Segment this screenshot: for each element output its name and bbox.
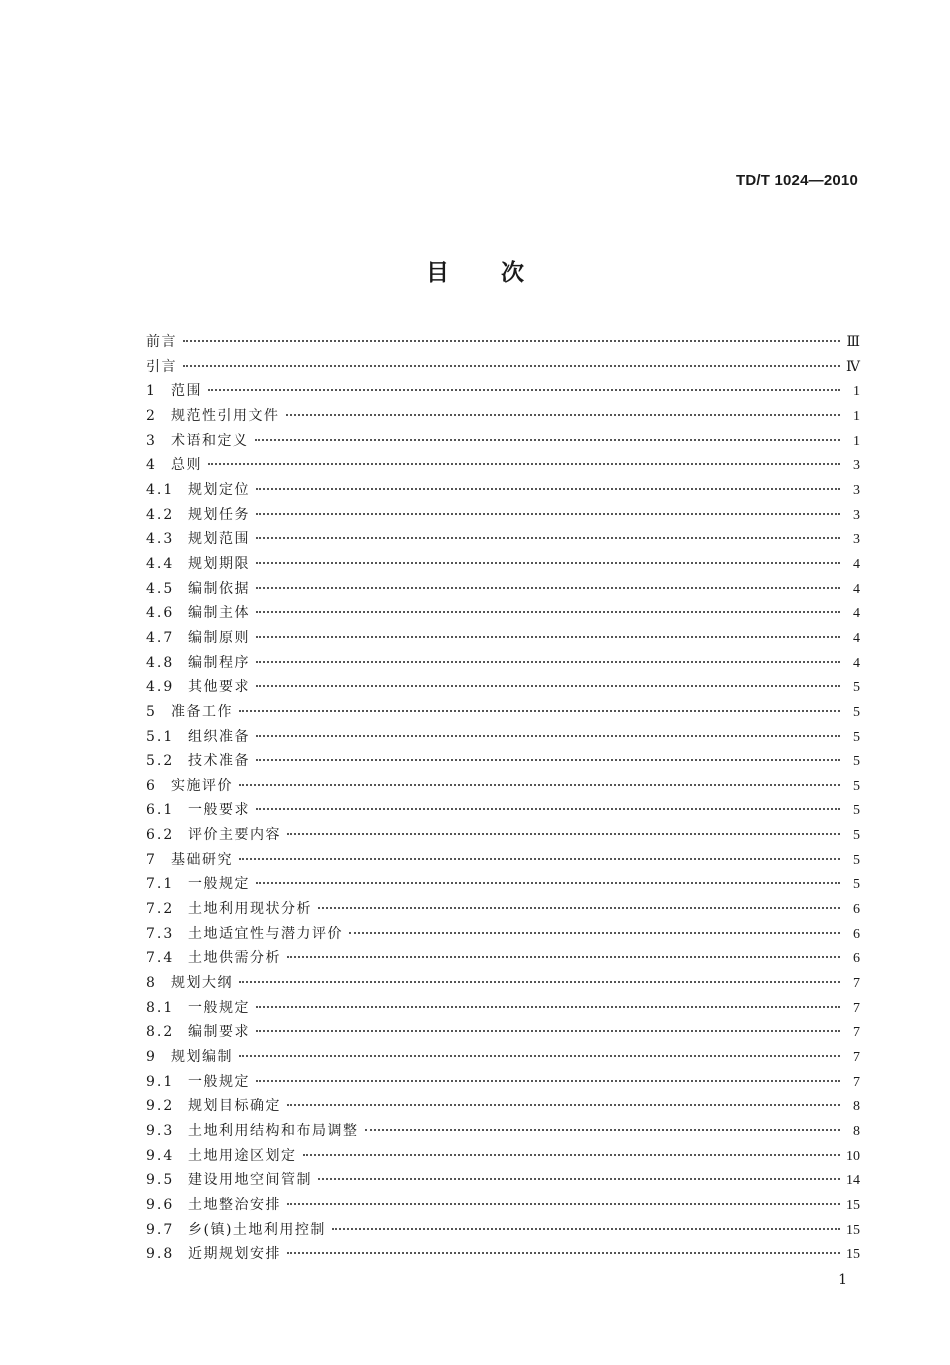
toc-entry-label: 编制主体 <box>188 605 250 622</box>
toc-entry-number: 9.1 <box>146 1073 175 1090</box>
toc-entry-page: 4 <box>853 556 860 572</box>
toc-entry-page: 5 <box>853 877 860 893</box>
toc-entry[interactable] <box>146 479 860 504</box>
toc-entry-label: 范围 <box>171 383 202 400</box>
toc-entry-page: 10 <box>846 1148 860 1164</box>
toc-entry-number: 9.2 <box>146 1098 175 1115</box>
toc-entry[interactable] <box>146 726 860 751</box>
toc-entry[interactable] <box>146 676 860 701</box>
toc-entry-page: 5 <box>853 828 860 844</box>
toc-entry[interactable] <box>146 1145 860 1170</box>
dot-leader <box>349 932 840 934</box>
toc-entry[interactable] <box>146 849 860 874</box>
toc-entry[interactable] <box>146 972 860 997</box>
toc-entry-label: 规划编制 <box>171 1049 233 1066</box>
toc-entry-number: 9.8 <box>146 1246 175 1263</box>
toc-entry-page: 4 <box>853 630 860 646</box>
toc-entry-label: 基础研究 <box>171 851 233 868</box>
toc-entry[interactable] <box>146 331 860 356</box>
toc-entry[interactable] <box>146 1169 860 1194</box>
dot-leader <box>287 956 840 958</box>
dot-leader <box>239 1055 840 1057</box>
dot-leader <box>256 735 840 737</box>
toc-entry-label: 实施评价 <box>171 777 233 794</box>
toc-entry-label: 土地利用结构和布局调整 <box>188 1123 359 1139</box>
toc-entry[interactable] <box>146 405 860 430</box>
toc-entry-label: 一般要求 <box>188 802 250 819</box>
toc-entry-number: 2 <box>146 407 157 424</box>
toc-entry-number: 7.2 <box>146 901 175 918</box>
toc-entry-number: 4.2 <box>146 506 175 523</box>
toc-entry-number: 4.5 <box>146 580 175 597</box>
toc-entry-number: 6.2 <box>146 827 175 844</box>
toc-entry-number: 9.6 <box>146 1196 175 1213</box>
toc-entry-page: 5 <box>853 729 860 745</box>
toc-entry[interactable] <box>146 578 860 603</box>
toc-entry-label: 规划目标确定 <box>188 1098 281 1115</box>
dot-leader <box>365 1129 841 1131</box>
toc-entry[interactable] <box>146 1194 860 1219</box>
toc-entry-number: 5 <box>146 703 157 720</box>
toc-entry-page: 6 <box>853 926 860 942</box>
toc-entry-label: 总则 <box>171 457 202 474</box>
toc-entry-label: 规划范围 <box>188 531 250 548</box>
toc-entry[interactable] <box>146 553 860 578</box>
toc-entry-label: 规划定位 <box>188 481 250 498</box>
toc-entry-label: 一般规定 <box>188 876 250 893</box>
dot-leader <box>303 1154 841 1156</box>
toc-entry-page: 14 <box>846 1173 860 1189</box>
toc-entry-page: 6 <box>853 902 860 918</box>
dot-leader <box>318 907 840 909</box>
toc-entry-label: 乡(镇)土地利用控制 <box>188 1221 326 1238</box>
toc-entry-label: 建设用地空间管制 <box>188 1172 312 1189</box>
toc-entry-label: 编制依据 <box>188 580 250 597</box>
toc-entry[interactable] <box>146 1071 860 1096</box>
toc-entry-page: 7 <box>853 1000 860 1016</box>
toc-entry-page: 15 <box>846 1222 860 1238</box>
toc-entry-label: 编制要求 <box>188 1024 250 1041</box>
dot-leader <box>287 833 840 835</box>
toc-entry-page: 7 <box>853 1050 860 1066</box>
toc-entry-number: 6 <box>146 777 157 794</box>
toc-entry-page: 7 <box>853 976 860 992</box>
dot-leader <box>239 710 840 712</box>
dot-leader <box>208 389 840 391</box>
toc-entry-label: 土地整治安排 <box>188 1196 281 1213</box>
toc-entry-label: 规划期限 <box>188 555 250 572</box>
toc-entry-label: 准备工作 <box>171 703 233 720</box>
toc-entry-page: Ⅳ <box>846 359 860 375</box>
toc-entry-page: 1 <box>853 433 860 449</box>
toc-entry[interactable] <box>146 380 860 405</box>
toc-entry-number: 6.1 <box>146 802 175 819</box>
toc-entry[interactable] <box>146 1021 860 1046</box>
toc-entry[interactable] <box>146 701 860 726</box>
toc-entry-page: 5 <box>853 852 860 868</box>
toc-entry-number: 9 <box>146 1049 157 1066</box>
toc-entry-page: 3 <box>853 458 860 474</box>
toc-entry-page: 3 <box>853 532 860 548</box>
toc-entry-page: Ⅲ <box>846 335 860 350</box>
toc-entry-label: 土地利用现状分析 <box>188 901 312 918</box>
dot-leader <box>287 1252 840 1254</box>
toc-entry-number: 9.7 <box>146 1221 175 1238</box>
toc-entry-number: 4.7 <box>146 629 175 646</box>
toc-entry-number: 4.1 <box>146 481 175 498</box>
dot-leader <box>208 463 840 465</box>
toc-entry-page: 5 <box>853 803 860 819</box>
toc-entry[interactable] <box>146 750 860 775</box>
toc-entry-number: 4.3 <box>146 531 175 548</box>
toc-entry-page: 7 <box>853 1074 860 1090</box>
toc-entry[interactable] <box>146 1120 860 1145</box>
toc-entry[interactable] <box>146 873 860 898</box>
toc-entry[interactable] <box>146 652 860 677</box>
toc-entry-page: 8 <box>853 1099 860 1115</box>
toc-entry[interactable] <box>146 1095 860 1120</box>
toc-entry[interactable] <box>146 997 860 1022</box>
toc-entry-label: 评价主要内容 <box>188 827 281 844</box>
toc-entry-number: 3 <box>146 432 157 449</box>
toc-entry-label: 土地用途区划定 <box>188 1147 297 1164</box>
toc-entry-number: 9.4 <box>146 1147 175 1164</box>
table-of-contents <box>146 331 860 1268</box>
dot-leader <box>318 1178 840 1180</box>
dot-leader <box>256 1006 840 1008</box>
toc-entry-label: 编制原则 <box>188 629 250 646</box>
dot-leader <box>239 784 840 786</box>
toc-entry-label: 规范性引用文件 <box>171 407 280 424</box>
toc-entry-number: 8.1 <box>146 999 175 1016</box>
dot-leader <box>256 808 840 810</box>
toc-entry-page: 5 <box>853 680 860 696</box>
dot-leader <box>255 439 841 441</box>
toc-entry[interactable] <box>146 356 860 381</box>
dot-leader <box>256 611 840 613</box>
toc-entry-label: 一般规定 <box>188 1073 250 1090</box>
standard-code: TD/T 1024—2010 <box>735 172 858 189</box>
dot-leader <box>332 1228 840 1230</box>
dot-leader <box>256 562 840 564</box>
toc-entry[interactable] <box>146 1219 860 1244</box>
dot-leader <box>287 1104 840 1106</box>
dot-leader <box>256 537 840 539</box>
toc-entry-number: 5.1 <box>146 728 175 745</box>
toc-entry-label: 技术准备 <box>188 753 250 770</box>
toc-entry-label: 土地适宜性与潜力评价 <box>188 925 343 942</box>
toc-entry-number: 4.9 <box>146 679 175 696</box>
toc-entry-number: 8.2 <box>146 1024 175 1041</box>
toc-entry[interactable] <box>146 528 860 553</box>
dot-leader <box>256 882 840 884</box>
toc-entry-number: 4 <box>146 457 157 474</box>
toc-entry[interactable] <box>146 504 860 529</box>
toc-entry-number: 4.6 <box>146 605 175 622</box>
toc-entry-label: 组织准备 <box>188 728 250 745</box>
toc-entry-number: 7.3 <box>146 925 175 942</box>
dot-leader <box>256 1030 840 1032</box>
toc-entry[interactable] <box>146 947 860 972</box>
toc-entry-number: 9.5 <box>146 1172 175 1189</box>
toc-entry-page: 6 <box>853 951 860 967</box>
dot-leader <box>256 759 840 761</box>
toc-entry-label: 引言 <box>146 358 177 375</box>
toc-title: 目次 <box>426 259 576 286</box>
toc-entry-label: 其他要求 <box>188 679 250 696</box>
toc-entry-page: 5 <box>853 754 860 770</box>
toc-entry-number: 7 <box>146 851 157 868</box>
dot-leader <box>239 981 840 983</box>
toc-entry-label: 术语和定义 <box>171 432 249 449</box>
toc-entry-page: 5 <box>853 778 860 794</box>
toc-entry-label: 编制程序 <box>188 654 250 671</box>
dot-leader <box>239 858 840 860</box>
toc-entry-label: 规划任务 <box>188 506 250 523</box>
dot-leader <box>256 685 840 687</box>
toc-entry-page: 5 <box>853 704 860 720</box>
toc-entry[interactable] <box>146 824 860 849</box>
dot-leader <box>256 513 840 515</box>
toc-entry[interactable] <box>146 799 860 824</box>
toc-entry-page: 15 <box>846 1197 860 1213</box>
toc-entry-number: 8 <box>146 975 157 992</box>
toc-entry[interactable] <box>146 627 860 652</box>
dot-leader <box>183 340 840 342</box>
toc-entry-number: 9.3 <box>146 1123 175 1139</box>
toc-entry[interactable] <box>146 430 860 455</box>
dot-leader <box>286 414 841 416</box>
toc-entry-label: 规划大纲 <box>171 975 233 992</box>
toc-entry-page: 3 <box>853 482 860 498</box>
toc-entry-number: 5.2 <box>146 753 175 770</box>
dot-leader <box>256 661 840 663</box>
toc-entry[interactable] <box>146 775 860 800</box>
page-number: 1 <box>838 1272 847 1288</box>
dot-leader <box>256 636 840 638</box>
toc-entry-page: 3 <box>853 507 860 523</box>
dot-leader <box>256 587 840 589</box>
toc-entry-page: 1 <box>853 408 860 424</box>
toc-entry[interactable] <box>146 1243 860 1268</box>
dot-leader <box>183 365 840 367</box>
toc-entry-number: 7.4 <box>146 950 175 967</box>
toc-entry-label: 土地供需分析 <box>188 950 281 967</box>
dot-leader <box>256 488 840 490</box>
toc-entry-page: 4 <box>853 655 860 671</box>
dot-leader <box>287 1203 840 1205</box>
toc-entry-page: 8 <box>853 1124 860 1139</box>
toc-entry[interactable] <box>146 602 860 627</box>
dot-leader <box>256 1080 840 1082</box>
toc-entry-number: 4.4 <box>146 555 175 572</box>
toc-entry-page: 1 <box>853 384 860 400</box>
toc-entry-page: 4 <box>853 581 860 597</box>
toc-entry-page: 7 <box>853 1025 860 1041</box>
toc-entry-number: 1 <box>146 383 157 400</box>
toc-entry-label: 近期规划安排 <box>188 1246 281 1263</box>
toc-entry-label: 一般规定 <box>188 999 250 1016</box>
toc-entry[interactable] <box>146 923 860 948</box>
toc-entry-page: 15 <box>846 1247 860 1263</box>
toc-entry[interactable] <box>146 898 860 923</box>
toc-entry-label: 前言 <box>146 334 177 350</box>
toc-entry[interactable] <box>146 454 860 479</box>
toc-entry-page: 4 <box>853 606 860 622</box>
toc-entry-number: 7.1 <box>146 876 175 893</box>
toc-entry[interactable] <box>146 1046 860 1071</box>
toc-entry-number: 4.8 <box>146 654 175 671</box>
